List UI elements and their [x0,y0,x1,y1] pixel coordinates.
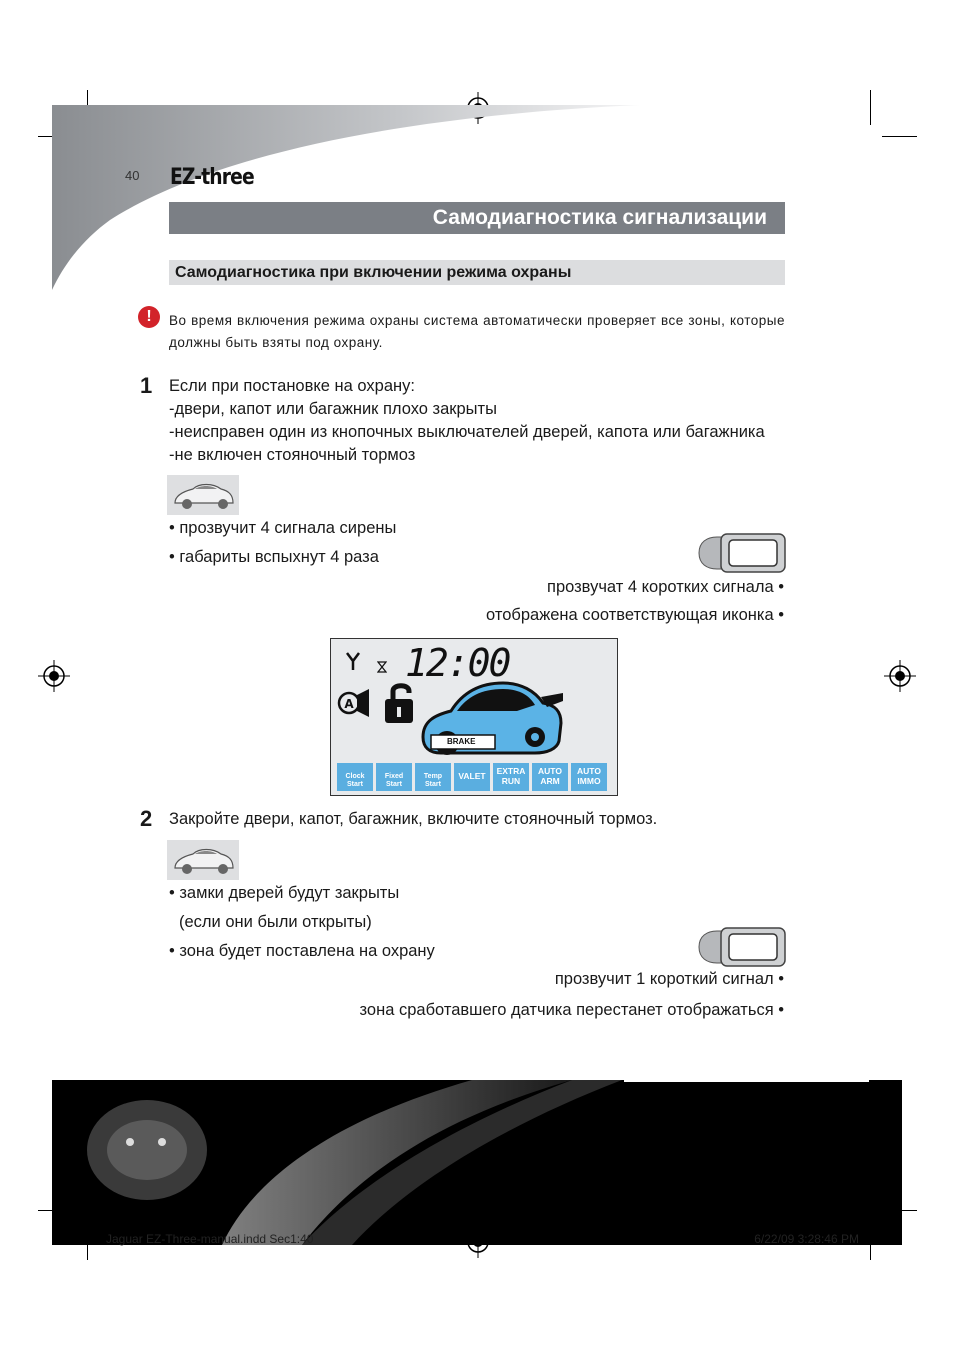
footer-image-band [52,1080,902,1245]
result-item: • замки дверей будут закрыты [169,884,400,902]
remote-result-item: отображена соответствующая иконка • [486,606,784,624]
jaguar-road-illustration [52,1080,902,1245]
antenna-icon [345,651,361,671]
page-number: 40 [125,168,140,183]
car-icon [167,475,239,515]
lcd-temp-start: Temp Start [415,763,451,791]
lcd-auto-immo: AUTO IMMO [571,763,607,791]
result-item: (если они были открыты) [179,913,372,931]
lcd-extra-run: EXTRA RUN [493,763,529,791]
lcd-fixed-start: Fixed Start [376,763,412,791]
step-number: 1 [140,373,153,398]
registration-mark-icon [884,660,916,692]
step-instruction: Закройте двери, капот, багажник, включите стояночный тормоз. [169,810,658,828]
header-swoosh [0,0,954,300]
car-icon [167,840,239,880]
svg-text:A: A [344,697,354,711]
exclamation-icon: ! [138,306,160,328]
subsection-title: Самодиагностика при включении режима охраны [169,260,785,285]
remote-result-item: прозвучат 4 коротких сигнала • [547,578,784,596]
siren-icon [337,685,377,721]
lcd-auto-arm: AUTO ARM [532,763,568,791]
result-item: • габариты вспыхнут 4 раза [169,548,379,566]
brake-label: BRAKE [447,737,476,746]
step-number: 2 [140,806,153,831]
hourglass-icon [377,661,387,673]
brand-logo: EZ-three [170,165,254,190]
registration-mark-icon [38,660,70,692]
lcd-button-row [337,763,607,791]
section-title: Самодиагностика сигнализации [169,202,785,234]
remote-result-item: прозвучит 1 короткий сигнал • [554,970,784,988]
note-text: Во время включения режима охраны система автоматически проверяет все зоны, которые должны быть взяты под охрану. [169,313,785,350]
condition-item: Если при постановке на охрану: [169,377,415,395]
condition-item: -неисправен один из кнопочных выключателей дверей, капота или багажника [169,423,765,441]
lcd-display [330,638,618,796]
lcd-valet: VALET [454,763,490,791]
remote-result-item: зона сработавшего датчика перестанет отображаться • [359,1001,784,1019]
car-display-icon [417,677,567,763]
result-item: • прозвучит 4 сигнала сирены [169,519,397,537]
remote-control-icon [697,926,787,968]
lcd-clock-start: Clock Start [337,763,373,791]
clock-time: 12:00 [405,641,510,685]
file-name: Jaguar EZ-Three-manual.indd Sec1:40 [106,1232,314,1246]
result-item: • зона будет поставлена на охрану [169,942,435,960]
condition-item: -двери, капот или багажник плохо закрыты [169,400,497,418]
remote-control-icon [697,532,787,574]
condition-item: -не включен стояночный тормоз [169,446,416,464]
unlocked-padlock-icon [381,681,421,725]
conditions-list [169,375,765,467]
print-timestamp: 6/22/09 3:28:46 PM [754,1232,859,1246]
